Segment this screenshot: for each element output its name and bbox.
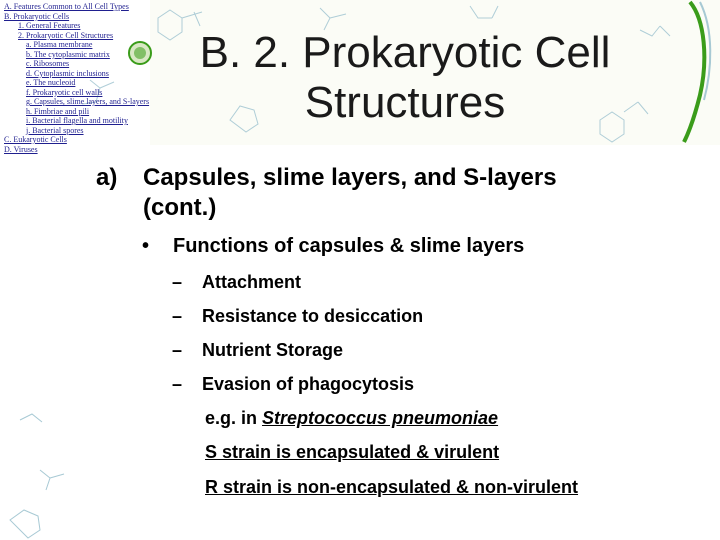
subitem-marker: –: [172, 272, 183, 292]
nav-link[interactable]: j. Bacterial spores: [26, 125, 84, 135]
swoosh-decoration: [684, 2, 704, 142]
nav-link[interactable]: h. Fimbriae and pili: [26, 106, 90, 116]
subitem-text: Evasion of phagocytosis: [202, 374, 415, 394]
bullet-marker: •: [142, 235, 150, 257]
nav-link[interactable]: 1. General Features: [18, 21, 81, 30]
subitem-text: Resistance to desiccation: [202, 306, 424, 326]
example-note: [205, 407, 498, 429]
example-prefix: e.g. in: [205, 408, 263, 428]
nav-link[interactable]: A. Features Common to All Cell Types: [4, 2, 129, 11]
heading-marker: a): [96, 164, 118, 191]
outline-nav: [4, 2, 174, 154]
nav-link[interactable]: b. The cytoplasmic matrix: [26, 49, 110, 59]
example-organism: Streptococcus pneumoniae: [262, 408, 499, 428]
slide-title-line1: B. 2. Prokaryotic Cell: [199, 28, 611, 77]
r-strain-note: R strain is non-encapsulated & non-virulent: [205, 477, 579, 497]
s-strain-note: S strain is encapsulated & virulent: [205, 442, 500, 462]
nav-link[interactable]: B. Prokaryotic Cells: [4, 11, 70, 21]
nav-link[interactable]: c. Ribosomes: [26, 59, 70, 68]
nav-link[interactable]: i. Bacterial flagella and motility: [26, 116, 128, 125]
slide-title-line2: Structures: [304, 78, 506, 127]
heading-line2: (cont.): [143, 194, 217, 221]
heading-line1: Capsules, slime layers, and S-layers: [143, 164, 557, 191]
nav-link[interactable]: D. Viruses: [4, 144, 38, 154]
nav-link[interactable]: f. Prokaryotic cell walls: [26, 87, 103, 97]
corner-sketch: [10, 414, 64, 538]
nav-link[interactable]: a. Plasma membrane: [26, 40, 93, 49]
subitem-text: Attachment: [202, 272, 302, 292]
nav-link[interactable]: d. Cytoplasmic inclusions: [26, 68, 109, 78]
slide-title: [185, 28, 625, 128]
nav-link[interactable]: 2. Prokaryotic Cell Structures: [18, 30, 114, 40]
subitem-marker: –: [172, 374, 183, 394]
subitem-marker: –: [172, 340, 183, 360]
nav-link[interactable]: g. Capsules, slime layers, and S-layers: [26, 97, 150, 106]
nav-link[interactable]: C. Eukaryotic Cells: [4, 135, 67, 144]
bullet-text: Functions of capsules & slime layers: [173, 235, 525, 257]
subitem-text: Nutrient Storage: [202, 340, 344, 360]
nav-link[interactable]: e. The nucleoid: [26, 78, 76, 87]
subitem-marker: –: [172, 306, 183, 326]
